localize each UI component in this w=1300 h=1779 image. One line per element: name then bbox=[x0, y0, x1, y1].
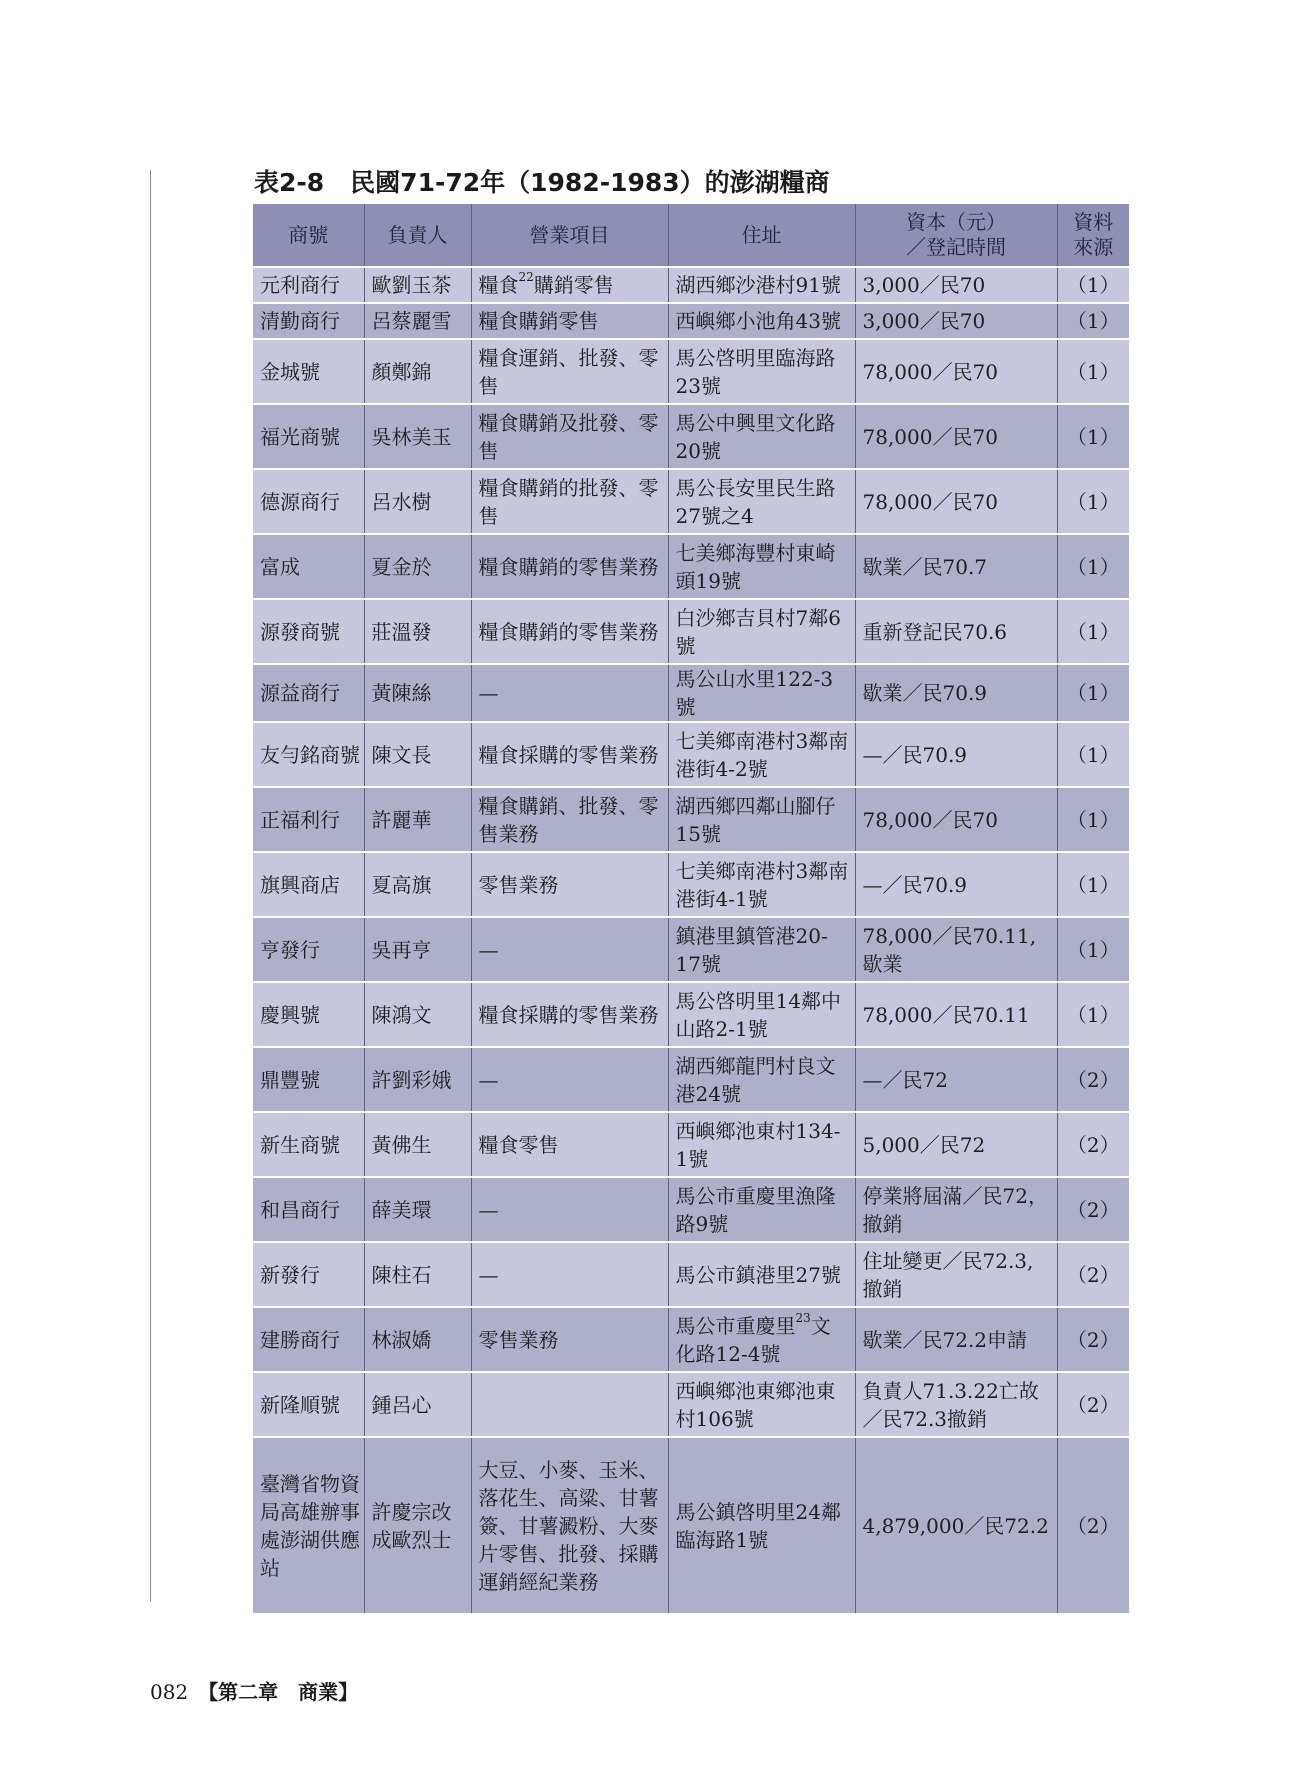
cell-address: 鎮港里鎮管港20-17號 bbox=[668, 917, 855, 982]
header-source bbox=[1057, 204, 1129, 267]
table-row bbox=[253, 852, 1129, 917]
cell-name: 鼎豐號 bbox=[253, 1047, 364, 1112]
table-row bbox=[253, 1242, 1129, 1307]
cell-address: 湖西鄉四鄰山腳仔15號 bbox=[668, 787, 855, 852]
cell-capital: 停業將屆滿／民72，撤銷 bbox=[855, 1177, 1057, 1242]
cell-capital: 住址變更／民72.3,撤銷 bbox=[855, 1242, 1057, 1307]
cell-capital: 78,000／民70 bbox=[855, 787, 1057, 852]
cell-source: （1） bbox=[1057, 722, 1129, 787]
cell-name: 正福利行 bbox=[253, 787, 364, 852]
cell-items bbox=[471, 267, 668, 303]
cell-source: （1） bbox=[1057, 664, 1129, 722]
cell-address: 馬公市鎮港里27號 bbox=[668, 1242, 855, 1307]
cell-capital: —／民72 bbox=[855, 1047, 1057, 1112]
cell-source: （2） bbox=[1057, 1177, 1129, 1242]
cell-capital: 78,000／民70.11,歇業 bbox=[855, 917, 1057, 982]
table-row bbox=[253, 267, 1129, 303]
page-footer bbox=[150, 1676, 358, 1705]
cell-name: 慶興號 bbox=[253, 982, 364, 1047]
cell-capital: 歇業／民70.7 bbox=[855, 534, 1057, 599]
table-row bbox=[253, 1047, 1129, 1112]
grain-merchants-table bbox=[253, 204, 1129, 1613]
cell-source: （1） bbox=[1057, 599, 1129, 664]
cell-capital: 4,879,000／民72.2 bbox=[855, 1437, 1057, 1613]
cell-capital: 78,000／民70.11 bbox=[855, 982, 1057, 1047]
cell-name: 金城號 bbox=[253, 339, 364, 404]
table-row bbox=[253, 722, 1129, 787]
table-row bbox=[253, 469, 1129, 534]
cell-items: — bbox=[471, 917, 668, 982]
cell-name: 新生商號 bbox=[253, 1112, 364, 1177]
cell-items: 糧食運銷、批發、零售 bbox=[471, 339, 668, 404]
cell-items-text: 糧食 bbox=[478, 273, 519, 297]
cell-name: 友勻銘商號 bbox=[253, 722, 364, 787]
cell-source: （2） bbox=[1057, 1372, 1129, 1437]
cell-items-text-rest: 購銷零售 bbox=[533, 273, 614, 297]
cell-owner: 夏高旗 bbox=[364, 852, 471, 917]
cell-items: — bbox=[471, 1177, 668, 1242]
cell-name: 臺灣省物資局高雄辦事處澎湖供應站 bbox=[253, 1437, 364, 1613]
cell-owner: 顏鄭錦 bbox=[364, 339, 471, 404]
cell-address: 白沙鄉吉貝村7鄰6號 bbox=[668, 599, 855, 664]
footnote-ref: 23 bbox=[795, 1310, 811, 1325]
cell-address: 馬公市重慶里漁隆路9號 bbox=[668, 1177, 855, 1242]
table-header-row bbox=[253, 204, 1129, 267]
table-row bbox=[253, 1372, 1129, 1437]
cell-capital: 負責人71.3.22亡故／民72.3撤銷 bbox=[855, 1372, 1057, 1437]
table-row bbox=[253, 1307, 1129, 1372]
cell-items: 大豆、小麥、玉米、落花生、高粱、甘薯簽、甘薯澱粉、大麥片零售、批發、採購運銷經紀業務 bbox=[471, 1437, 668, 1613]
cell-items: 糧食購銷、批發、零售業務 bbox=[471, 787, 668, 852]
cell-source: （1） bbox=[1057, 469, 1129, 534]
cell-items: 糧食採購的零售業務 bbox=[471, 982, 668, 1047]
cell-address-text-rest: 文化路12-4號 bbox=[675, 1313, 831, 1366]
cell-owner: 許慶宗改成歐烈士 bbox=[364, 1437, 471, 1613]
cell-source: （1） bbox=[1057, 982, 1129, 1047]
cell-source: （2） bbox=[1057, 1242, 1129, 1307]
table-row bbox=[253, 339, 1129, 404]
header-source-line1: 資料 bbox=[1073, 210, 1114, 234]
cell-capital: 5,000／民72 bbox=[855, 1112, 1057, 1177]
table-row bbox=[253, 1112, 1129, 1177]
cell-address: 西嶼鄉池東村134-1號 bbox=[668, 1112, 855, 1177]
cell-capital: 重新登記民70.6 bbox=[855, 599, 1057, 664]
cell-owner: 許麗華 bbox=[364, 787, 471, 852]
cell-owner: 許劉彩娥 bbox=[364, 1047, 471, 1112]
cell-address: 馬公鎮啓明里24鄰臨海路1號 bbox=[668, 1437, 855, 1613]
cell-capital: —／民70.9 bbox=[855, 852, 1057, 917]
cell-address: 七美鄉海豐村東崎頭19號 bbox=[668, 534, 855, 599]
cell-owner: 薛美環 bbox=[364, 1177, 471, 1242]
cell-capital: 3,000／民70 bbox=[855, 303, 1057, 339]
cell-items: 零售業務 bbox=[471, 1307, 668, 1372]
cell-items bbox=[471, 1372, 668, 1437]
cell-capital: 歇業／民70.9 bbox=[855, 664, 1057, 722]
table-row bbox=[253, 599, 1129, 664]
cell-name: 清勤商行 bbox=[253, 303, 364, 339]
cell-source: （1） bbox=[1057, 852, 1129, 917]
cell-name: 德源商行 bbox=[253, 469, 364, 534]
table-row bbox=[253, 1437, 1129, 1613]
cell-source: （2） bbox=[1057, 1047, 1129, 1112]
cell-name: 元利商行 bbox=[253, 267, 364, 303]
header-capital bbox=[855, 204, 1057, 267]
cell-name: 旗興商店 bbox=[253, 852, 364, 917]
table-row bbox=[253, 664, 1129, 722]
cell-capital: 3,000／民70 bbox=[855, 267, 1057, 303]
cell-address-text: 馬公市重慶里 bbox=[675, 1313, 796, 1338]
cell-source: （1） bbox=[1057, 534, 1129, 599]
cell-address: 湖西鄉龍門村良文港24號 bbox=[668, 1047, 855, 1112]
cell-capital: 78,000／民70 bbox=[855, 404, 1057, 469]
cell-name: 源發商號 bbox=[253, 599, 364, 664]
table-caption: 民國71-72年（1982-1983）的澎湖糧商 bbox=[350, 168, 830, 197]
table-row bbox=[253, 787, 1129, 852]
header-source-line2: 來源 bbox=[1073, 235, 1114, 259]
cell-address: 七美鄉南港村3鄰南港街4-1號 bbox=[668, 852, 855, 917]
cell-owner: 陳文長 bbox=[364, 722, 471, 787]
cell-address: 馬公中興里文化路20號 bbox=[668, 404, 855, 469]
cell-items: 糧食購銷的零售業務 bbox=[471, 599, 668, 664]
footnote-ref: 22 bbox=[518, 270, 534, 285]
cell-owner: 陳柱石 bbox=[364, 1242, 471, 1307]
cell-items: 零售業務 bbox=[471, 852, 668, 917]
cell-name: 亨發行 bbox=[253, 917, 364, 982]
cell-source: （2） bbox=[1057, 1437, 1129, 1613]
cell-items: 糧食採購的零售業務 bbox=[471, 722, 668, 787]
cell-items: 糧食購銷零售 bbox=[471, 303, 668, 339]
cell-owner: 吳林美玉 bbox=[364, 404, 471, 469]
cell-name: 源益商行 bbox=[253, 664, 364, 722]
cell-items: — bbox=[471, 1047, 668, 1112]
cell-items: 糧食購銷及批發、零售 bbox=[471, 404, 668, 469]
cell-owner: 黃陳絲 bbox=[364, 664, 471, 722]
table-title bbox=[254, 163, 830, 199]
cell-items: — bbox=[471, 1242, 668, 1307]
cell-owner: 黃佛生 bbox=[364, 1112, 471, 1177]
table-row bbox=[253, 303, 1129, 339]
header-address: 住址 bbox=[668, 204, 855, 267]
cell-address: 西嶼鄉池東鄉池東村106號 bbox=[668, 1372, 855, 1437]
cell-address: 馬公山水里122-3號 bbox=[668, 664, 855, 722]
cell-address: 馬公啓明里14鄰中山路2-1號 bbox=[668, 982, 855, 1047]
cell-source: （1） bbox=[1057, 917, 1129, 982]
cell-capital: 78,000／民70 bbox=[855, 339, 1057, 404]
cell-address: 西嶼鄉小池角43號 bbox=[668, 303, 855, 339]
cell-capital: 歇業／民72.2申請 bbox=[855, 1307, 1057, 1372]
cell-items: 糧食購銷的零售業務 bbox=[471, 534, 668, 599]
header-items: 營業項目 bbox=[471, 204, 668, 267]
header-capital-line2: ／登記時間 bbox=[906, 235, 1006, 259]
cell-name: 建勝商行 bbox=[253, 1307, 364, 1372]
header-owner: 負責人 bbox=[364, 204, 471, 267]
cell-capital: —／民70.9 bbox=[855, 722, 1057, 787]
table-row bbox=[253, 534, 1129, 599]
cell-owner: 夏金於 bbox=[364, 534, 471, 599]
cell-source: （1） bbox=[1057, 303, 1129, 339]
cell-address: 馬公長安里民生路27號之4 bbox=[668, 469, 855, 534]
cell-source: （2） bbox=[1057, 1112, 1129, 1177]
cell-address: 馬公啓明里臨海路23號 bbox=[668, 339, 855, 404]
cell-name: 新發行 bbox=[253, 1242, 364, 1307]
table-label: 表2-8 bbox=[254, 168, 325, 197]
cell-address: 七美鄉南港村3鄰南港街4-2號 bbox=[668, 722, 855, 787]
cell-owner: 莊溫發 bbox=[364, 599, 471, 664]
cell-owner: 歐劉玉茶 bbox=[364, 267, 471, 303]
cell-owner: 鍾呂心 bbox=[364, 1372, 471, 1437]
header-capital-line1: 資本（元） bbox=[906, 210, 1006, 234]
cell-name: 新隆順號 bbox=[253, 1372, 364, 1437]
cell-owner: 陳鴻文 bbox=[364, 982, 471, 1047]
page-number: 082 bbox=[150, 1680, 189, 1704]
table-row bbox=[253, 1177, 1129, 1242]
cell-source: （1） bbox=[1057, 404, 1129, 469]
header-name: 商號 bbox=[253, 204, 364, 267]
cell-items: — bbox=[471, 664, 668, 722]
cell-capital: 78,000／民70 bbox=[855, 469, 1057, 534]
cell-name: 和昌商行 bbox=[253, 1177, 364, 1242]
cell-address: 湖西鄉沙港村91號 bbox=[668, 267, 855, 303]
cell-name: 福光商號 bbox=[253, 404, 364, 469]
cell-owner: 林淑嬌 bbox=[364, 1307, 471, 1372]
cell-source: （1） bbox=[1057, 339, 1129, 404]
cell-address bbox=[668, 1307, 855, 1372]
table-row bbox=[253, 982, 1129, 1047]
cell-source: （1） bbox=[1057, 267, 1129, 303]
table-row bbox=[253, 917, 1129, 982]
cell-owner: 呂蔡麗雪 bbox=[364, 303, 471, 339]
margin-rule bbox=[150, 170, 151, 1602]
cell-source: （1） bbox=[1057, 787, 1129, 852]
table-row bbox=[253, 404, 1129, 469]
cell-owner: 吳再亨 bbox=[364, 917, 471, 982]
cell-items: 糧食零售 bbox=[471, 1112, 668, 1177]
chapter-label: 【第二章 商業】 bbox=[198, 1680, 359, 1704]
cell-items: 糧食購銷的批發、零售 bbox=[471, 469, 668, 534]
cell-source: （2） bbox=[1057, 1307, 1129, 1372]
cell-owner: 呂水樹 bbox=[364, 469, 471, 534]
cell-name: 富成 bbox=[253, 534, 364, 599]
